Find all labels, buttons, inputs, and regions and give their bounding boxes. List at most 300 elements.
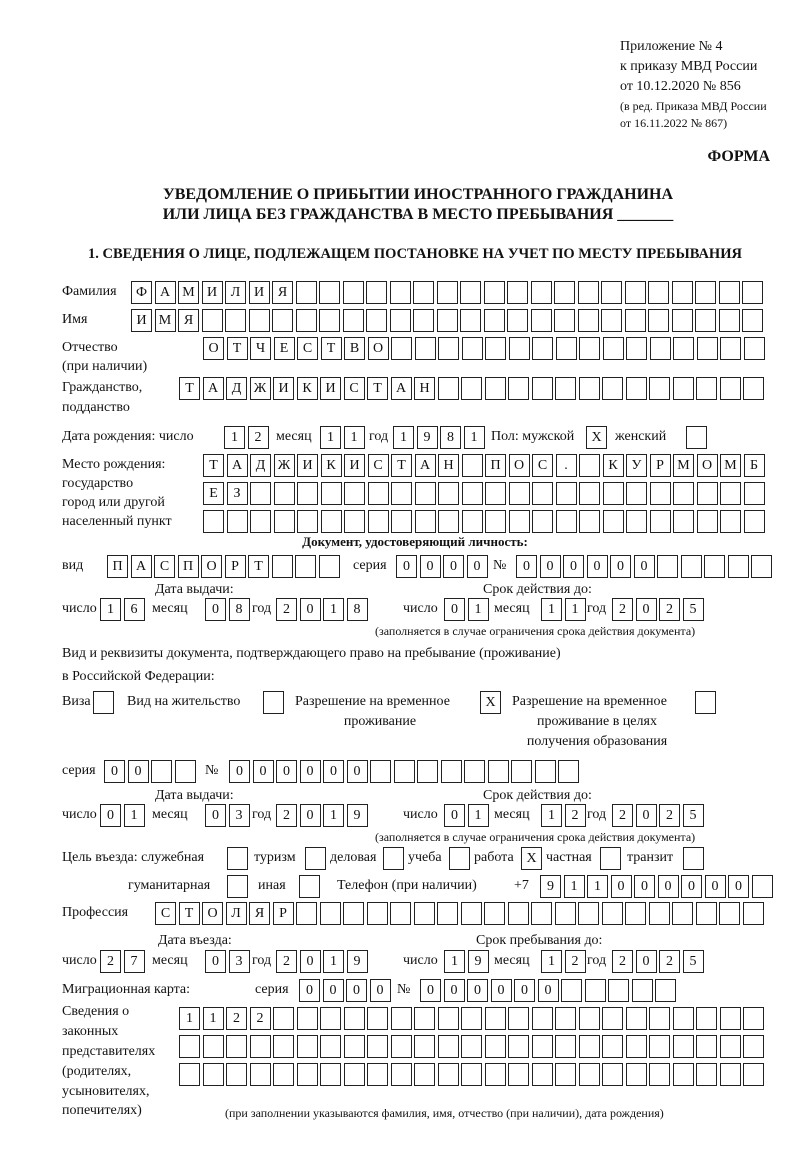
char-cell[interactable]: [414, 1007, 435, 1030]
char-cell[interactable]: 2: [659, 950, 680, 973]
char-cell[interactable]: Я: [272, 281, 293, 304]
char-cell[interactable]: [151, 760, 172, 783]
profession-field[interactable]: [155, 902, 766, 924]
char-cell[interactable]: Л: [225, 281, 246, 304]
char-cell[interactable]: 5: [683, 804, 704, 827]
char-cell[interactable]: [414, 902, 435, 925]
char-cell[interactable]: [508, 377, 529, 400]
char-cell[interactable]: 0: [705, 875, 726, 898]
char-cell[interactable]: 8: [347, 598, 368, 621]
char-cell[interactable]: [657, 555, 678, 578]
char-cell[interactable]: [511, 760, 532, 783]
sex-male-checkbox[interactable]: [586, 426, 610, 448]
char-cell[interactable]: [413, 309, 434, 332]
char-cell[interactable]: [602, 1063, 623, 1086]
char-cell[interactable]: 2: [612, 950, 633, 973]
char-cell[interactable]: 0: [396, 555, 417, 578]
char-cell[interactable]: 1: [203, 1007, 224, 1030]
purpose-tourism-checkbox[interactable]: [305, 847, 329, 869]
char-cell[interactable]: [602, 1035, 623, 1058]
char-cell[interactable]: Т: [248, 555, 269, 578]
char-cell[interactable]: 9: [540, 875, 561, 898]
char-cell[interactable]: [391, 1063, 412, 1086]
char-cell[interactable]: [625, 281, 646, 304]
surname-field[interactable]: [131, 281, 766, 303]
char-cell[interactable]: М: [720, 454, 741, 477]
char-cell[interactable]: 2: [659, 598, 680, 621]
char-cell[interactable]: [414, 1035, 435, 1058]
char-cell[interactable]: 9: [347, 804, 368, 827]
char-cell[interactable]: 0: [467, 555, 488, 578]
char-cell[interactable]: 0: [538, 979, 559, 1002]
char-cell[interactable]: [508, 1035, 529, 1058]
char-cell[interactable]: [579, 1063, 600, 1086]
residence-checkbox[interactable]: [263, 691, 287, 713]
char-cell[interactable]: Т: [203, 454, 224, 477]
char-cell[interactable]: 0: [205, 598, 226, 621]
char-cell[interactable]: [297, 1035, 318, 1058]
char-cell[interactable]: [554, 309, 575, 332]
char-cell[interactable]: [532, 1063, 553, 1086]
char-cell[interactable]: [437, 309, 458, 332]
char-cell[interactable]: [532, 1035, 553, 1058]
char-cell[interactable]: [272, 555, 293, 578]
char-cell[interactable]: [507, 281, 528, 304]
char-cell[interactable]: Т: [321, 337, 342, 360]
char-cell[interactable]: И: [344, 454, 365, 477]
char-cell[interactable]: [366, 281, 387, 304]
char-cell[interactable]: [649, 1035, 670, 1058]
char-cell[interactable]: [585, 979, 606, 1002]
char-cell[interactable]: 2: [226, 1007, 247, 1030]
char-cell[interactable]: [507, 309, 528, 332]
stay-until-month-field[interactable]: [541, 950, 588, 972]
char-cell[interactable]: [649, 1007, 670, 1030]
char-cell[interactable]: [438, 377, 459, 400]
char-cell[interactable]: 1: [124, 804, 145, 827]
char-cell[interactable]: 0: [467, 979, 488, 1002]
char-cell[interactable]: 0: [229, 760, 250, 783]
char-cell[interactable]: [227, 875, 248, 898]
char-cell[interactable]: [438, 337, 459, 360]
char-cell[interactable]: [532, 377, 553, 400]
char-cell[interactable]: [728, 555, 749, 578]
char-cell[interactable]: 0: [420, 555, 441, 578]
citizenship-field[interactable]: [179, 377, 767, 399]
id-number-field[interactable]: [516, 555, 775, 577]
char-cell[interactable]: [367, 1063, 388, 1086]
char-cell[interactable]: Н: [438, 454, 459, 477]
char-cell[interactable]: [650, 510, 671, 533]
char-cell[interactable]: [367, 902, 388, 925]
char-cell[interactable]: [343, 902, 364, 925]
char-cell[interactable]: [625, 902, 646, 925]
char-cell[interactable]: 0: [681, 875, 702, 898]
char-cell[interactable]: [296, 281, 317, 304]
char-cell[interactable]: [720, 1063, 741, 1086]
char-cell[interactable]: [179, 1063, 200, 1086]
char-cell[interactable]: [579, 377, 600, 400]
char-cell[interactable]: [697, 482, 718, 505]
char-cell[interactable]: И: [131, 309, 152, 332]
char-cell[interactable]: [344, 1063, 365, 1086]
char-cell[interactable]: [601, 281, 622, 304]
phone-field[interactable]: [540, 875, 775, 897]
char-cell[interactable]: [683, 847, 704, 870]
char-cell[interactable]: 1: [323, 804, 344, 827]
birth-month-field[interactable]: [320, 426, 367, 448]
char-cell[interactable]: М: [155, 309, 176, 332]
char-cell[interactable]: [321, 510, 342, 533]
char-cell[interactable]: [484, 281, 505, 304]
char-cell[interactable]: [673, 510, 694, 533]
char-cell[interactable]: [579, 482, 600, 505]
char-cell[interactable]: [344, 1007, 365, 1030]
char-cell[interactable]: [720, 510, 741, 533]
char-cell[interactable]: [626, 1063, 647, 1086]
char-cell[interactable]: [485, 377, 506, 400]
char-cell[interactable]: М: [673, 454, 694, 477]
stay-series-field[interactable]: [104, 760, 198, 782]
char-cell[interactable]: 0: [299, 979, 320, 1002]
char-cell[interactable]: 7: [124, 950, 145, 973]
char-cell[interactable]: Б: [744, 454, 765, 477]
char-cell[interactable]: [343, 281, 364, 304]
char-cell[interactable]: [462, 454, 483, 477]
char-cell[interactable]: [319, 309, 340, 332]
char-cell[interactable]: [603, 482, 624, 505]
char-cell[interactable]: [449, 847, 470, 870]
char-cell[interactable]: Р: [650, 454, 671, 477]
char-cell[interactable]: [415, 482, 436, 505]
char-cell[interactable]: [413, 281, 434, 304]
char-cell[interactable]: [744, 337, 765, 360]
char-cell[interactable]: [743, 1063, 764, 1086]
char-cell[interactable]: [460, 309, 481, 332]
birthplace-field-line1[interactable]: [203, 454, 767, 476]
char-cell[interactable]: [460, 281, 481, 304]
char-cell[interactable]: 0: [658, 875, 679, 898]
char-cell[interactable]: 2: [659, 804, 680, 827]
char-cell[interactable]: [179, 1035, 200, 1058]
char-cell[interactable]: К: [297, 377, 318, 400]
purpose-study-checkbox[interactable]: [449, 847, 473, 869]
char-cell[interactable]: [274, 482, 295, 505]
char-cell[interactable]: [274, 510, 295, 533]
char-cell[interactable]: Я: [249, 902, 270, 925]
char-cell[interactable]: 0: [300, 804, 321, 827]
char-cell[interactable]: [462, 337, 483, 360]
birthplace-field-line3[interactable]: [203, 510, 767, 532]
char-cell[interactable]: [601, 309, 622, 332]
char-cell[interactable]: Я: [178, 309, 199, 332]
char-cell[interactable]: [417, 760, 438, 783]
char-cell[interactable]: [273, 1007, 294, 1030]
char-cell[interactable]: [438, 510, 459, 533]
char-cell[interactable]: [720, 337, 741, 360]
char-cell[interactable]: 0: [636, 950, 657, 973]
sex-female-checkbox[interactable]: [686, 426, 710, 448]
char-cell[interactable]: Т: [227, 337, 248, 360]
char-cell[interactable]: 3: [229, 950, 250, 973]
char-cell[interactable]: З: [227, 482, 248, 505]
char-cell[interactable]: [578, 309, 599, 332]
char-cell[interactable]: А: [227, 454, 248, 477]
char-cell[interactable]: [532, 482, 553, 505]
char-cell[interactable]: О: [697, 454, 718, 477]
char-cell[interactable]: [649, 377, 670, 400]
char-cell[interactable]: 0: [346, 979, 367, 1002]
char-cell[interactable]: 0: [636, 804, 657, 827]
char-cell[interactable]: И: [273, 377, 294, 400]
char-cell[interactable]: [626, 510, 647, 533]
mc-series-field[interactable]: [299, 979, 393, 1001]
char-cell[interactable]: [438, 482, 459, 505]
char-cell[interactable]: [655, 979, 676, 1002]
char-cell[interactable]: X: [521, 847, 542, 870]
char-cell[interactable]: 2: [565, 950, 586, 973]
char-cell[interactable]: [672, 281, 693, 304]
char-cell[interactable]: 1: [320, 426, 341, 449]
char-cell[interactable]: С: [155, 902, 176, 925]
char-cell[interactable]: [509, 482, 530, 505]
char-cell[interactable]: В: [344, 337, 365, 360]
char-cell[interactable]: [509, 510, 530, 533]
char-cell[interactable]: О: [368, 337, 389, 360]
char-cell[interactable]: [681, 555, 702, 578]
char-cell[interactable]: А: [391, 377, 412, 400]
stay-number-field[interactable]: [229, 760, 582, 782]
char-cell[interactable]: [368, 482, 389, 505]
char-cell[interactable]: [697, 510, 718, 533]
char-cell[interactable]: [673, 377, 694, 400]
char-cell[interactable]: Т: [367, 377, 388, 400]
char-cell[interactable]: [320, 1035, 341, 1058]
char-cell[interactable]: [391, 1035, 412, 1058]
char-cell[interactable]: [673, 1063, 694, 1086]
char-cell[interactable]: [484, 309, 505, 332]
char-cell[interactable]: [297, 1063, 318, 1086]
char-cell[interactable]: Т: [179, 902, 200, 925]
char-cell[interactable]: [305, 847, 326, 870]
char-cell[interactable]: [226, 1035, 247, 1058]
char-cell[interactable]: [626, 337, 647, 360]
char-cell[interactable]: [608, 979, 629, 1002]
char-cell[interactable]: [485, 1035, 506, 1058]
char-cell[interactable]: 0: [444, 598, 465, 621]
char-cell[interactable]: [696, 902, 717, 925]
visa-checkbox[interactable]: [93, 691, 117, 713]
char-cell[interactable]: [263, 691, 284, 714]
char-cell[interactable]: [696, 377, 717, 400]
char-cell[interactable]: [319, 281, 340, 304]
char-cell[interactable]: [508, 1063, 529, 1086]
char-cell[interactable]: Т: [391, 454, 412, 477]
stay-issue-day-field[interactable]: [100, 804, 147, 826]
char-cell[interactable]: [695, 309, 716, 332]
char-cell[interactable]: [603, 337, 624, 360]
char-cell[interactable]: [250, 510, 271, 533]
char-cell[interactable]: М: [178, 281, 199, 304]
char-cell[interactable]: [743, 1035, 764, 1058]
char-cell[interactable]: [485, 337, 506, 360]
char-cell[interactable]: 1: [100, 598, 121, 621]
stay-until-day-field[interactable]: [444, 950, 491, 972]
char-cell[interactable]: [343, 309, 364, 332]
char-cell[interactable]: 1: [468, 804, 489, 827]
id-issue-month-field[interactable]: [205, 598, 252, 620]
char-cell[interactable]: [720, 482, 741, 505]
char-cell[interactable]: [555, 377, 576, 400]
char-cell[interactable]: Д: [226, 377, 247, 400]
char-cell[interactable]: Р: [273, 902, 294, 925]
char-cell[interactable]: [556, 337, 577, 360]
char-cell[interactable]: [203, 1063, 224, 1086]
char-cell[interactable]: Д: [250, 454, 271, 477]
char-cell[interactable]: 9: [417, 426, 438, 449]
char-cell[interactable]: [297, 510, 318, 533]
char-cell[interactable]: С: [344, 377, 365, 400]
char-cell[interactable]: [556, 482, 577, 505]
char-cell[interactable]: [509, 337, 530, 360]
char-cell[interactable]: 0: [514, 979, 535, 1002]
id-issue-day-field[interactable]: [100, 598, 147, 620]
char-cell[interactable]: [297, 482, 318, 505]
char-cell[interactable]: [441, 760, 462, 783]
char-cell[interactable]: 2: [565, 804, 586, 827]
char-cell[interactable]: [464, 760, 485, 783]
char-cell[interactable]: [438, 1063, 459, 1086]
char-cell[interactable]: Ж: [274, 454, 295, 477]
char-cell[interactable]: [394, 760, 415, 783]
char-cell[interactable]: [672, 902, 693, 925]
char-cell[interactable]: К: [603, 454, 624, 477]
char-cell[interactable]: [390, 902, 411, 925]
char-cell[interactable]: [273, 1035, 294, 1058]
char-cell[interactable]: [273, 1063, 294, 1086]
char-cell[interactable]: 5: [683, 598, 704, 621]
char-cell[interactable]: 0: [443, 555, 464, 578]
char-cell[interactable]: 0: [370, 979, 391, 1002]
char-cell[interactable]: [556, 510, 577, 533]
char-cell[interactable]: [390, 281, 411, 304]
char-cell[interactable]: [649, 1063, 670, 1086]
char-cell[interactable]: [462, 510, 483, 533]
char-cell[interactable]: [579, 454, 600, 477]
char-cell[interactable]: [226, 1063, 247, 1086]
char-cell[interactable]: 1: [468, 598, 489, 621]
char-cell[interactable]: [531, 902, 552, 925]
char-cell[interactable]: [742, 309, 763, 332]
char-cell[interactable]: [743, 902, 764, 925]
char-cell[interactable]: 1: [464, 426, 485, 449]
char-cell[interactable]: У: [626, 454, 647, 477]
stay-issue-year-field[interactable]: [276, 804, 370, 826]
char-cell[interactable]: 8: [229, 598, 250, 621]
char-cell[interactable]: [626, 1007, 647, 1030]
char-cell[interactable]: О: [201, 555, 222, 578]
char-cell[interactable]: [696, 1007, 717, 1030]
char-cell[interactable]: А: [131, 555, 152, 578]
char-cell[interactable]: [532, 510, 553, 533]
char-cell[interactable]: И: [297, 454, 318, 477]
char-cell[interactable]: [391, 482, 412, 505]
char-cell[interactable]: 0: [587, 555, 608, 578]
char-cell[interactable]: 2: [248, 426, 269, 449]
char-cell[interactable]: 1: [444, 950, 465, 973]
char-cell[interactable]: X: [480, 691, 501, 714]
char-cell[interactable]: [531, 309, 552, 332]
stay-valid-month-field[interactable]: [541, 804, 588, 826]
char-cell[interactable]: X: [586, 426, 607, 449]
char-cell[interactable]: 0: [728, 875, 749, 898]
char-cell[interactable]: Е: [203, 482, 224, 505]
char-cell[interactable]: 1: [587, 875, 608, 898]
char-cell[interactable]: [461, 1007, 482, 1030]
purpose-other-checkbox[interactable]: [299, 875, 323, 897]
char-cell[interactable]: Ф: [131, 281, 152, 304]
purpose-official-checkbox[interactable]: [227, 847, 251, 869]
char-cell[interactable]: [555, 902, 576, 925]
char-cell[interactable]: [175, 760, 196, 783]
char-cell[interactable]: [203, 510, 224, 533]
char-cell[interactable]: [296, 309, 317, 332]
char-cell[interactable]: [752, 875, 773, 898]
char-cell[interactable]: [320, 902, 341, 925]
char-cell[interactable]: 2: [250, 1007, 271, 1030]
name-field[interactable]: [131, 309, 766, 331]
char-cell[interactable]: [368, 510, 389, 533]
char-cell[interactable]: Е: [274, 337, 295, 360]
char-cell[interactable]: [650, 337, 671, 360]
char-cell[interactable]: [227, 510, 248, 533]
char-cell[interactable]: [344, 1035, 365, 1058]
char-cell[interactable]: С: [154, 555, 175, 578]
char-cell[interactable]: О: [202, 902, 223, 925]
char-cell[interactable]: 1: [541, 804, 562, 827]
char-cell[interactable]: [383, 847, 404, 870]
birthplace-field-line2[interactable]: [203, 482, 767, 504]
stay-until-year-field[interactable]: [612, 950, 706, 972]
id-valid-day-field[interactable]: [444, 598, 491, 620]
char-cell[interactable]: [555, 1063, 576, 1086]
char-cell[interactable]: 0: [563, 555, 584, 578]
char-cell[interactable]: [720, 377, 741, 400]
char-cell[interactable]: 0: [610, 555, 631, 578]
char-cell[interactable]: [602, 902, 623, 925]
char-cell[interactable]: 0: [347, 760, 368, 783]
char-cell[interactable]: 2: [100, 950, 121, 973]
char-cell[interactable]: 5: [683, 950, 704, 973]
birth-day-field[interactable]: [224, 426, 271, 448]
char-cell[interactable]: 0: [104, 760, 125, 783]
purpose-business-checkbox[interactable]: [383, 847, 407, 869]
char-cell[interactable]: [720, 1007, 741, 1030]
char-cell[interactable]: П: [485, 454, 506, 477]
id-kind-field[interactable]: [107, 555, 342, 577]
char-cell[interactable]: [626, 377, 647, 400]
char-cell[interactable]: [320, 1007, 341, 1030]
trp-education-checkbox[interactable]: [695, 691, 719, 713]
char-cell[interactable]: [719, 309, 740, 332]
char-cell[interactable]: [632, 979, 653, 1002]
char-cell[interactable]: [93, 691, 114, 714]
char-cell[interactable]: [437, 281, 458, 304]
char-cell[interactable]: [554, 281, 575, 304]
char-cell[interactable]: [485, 482, 506, 505]
char-cell[interactable]: 0: [634, 875, 655, 898]
char-cell[interactable]: [249, 309, 270, 332]
